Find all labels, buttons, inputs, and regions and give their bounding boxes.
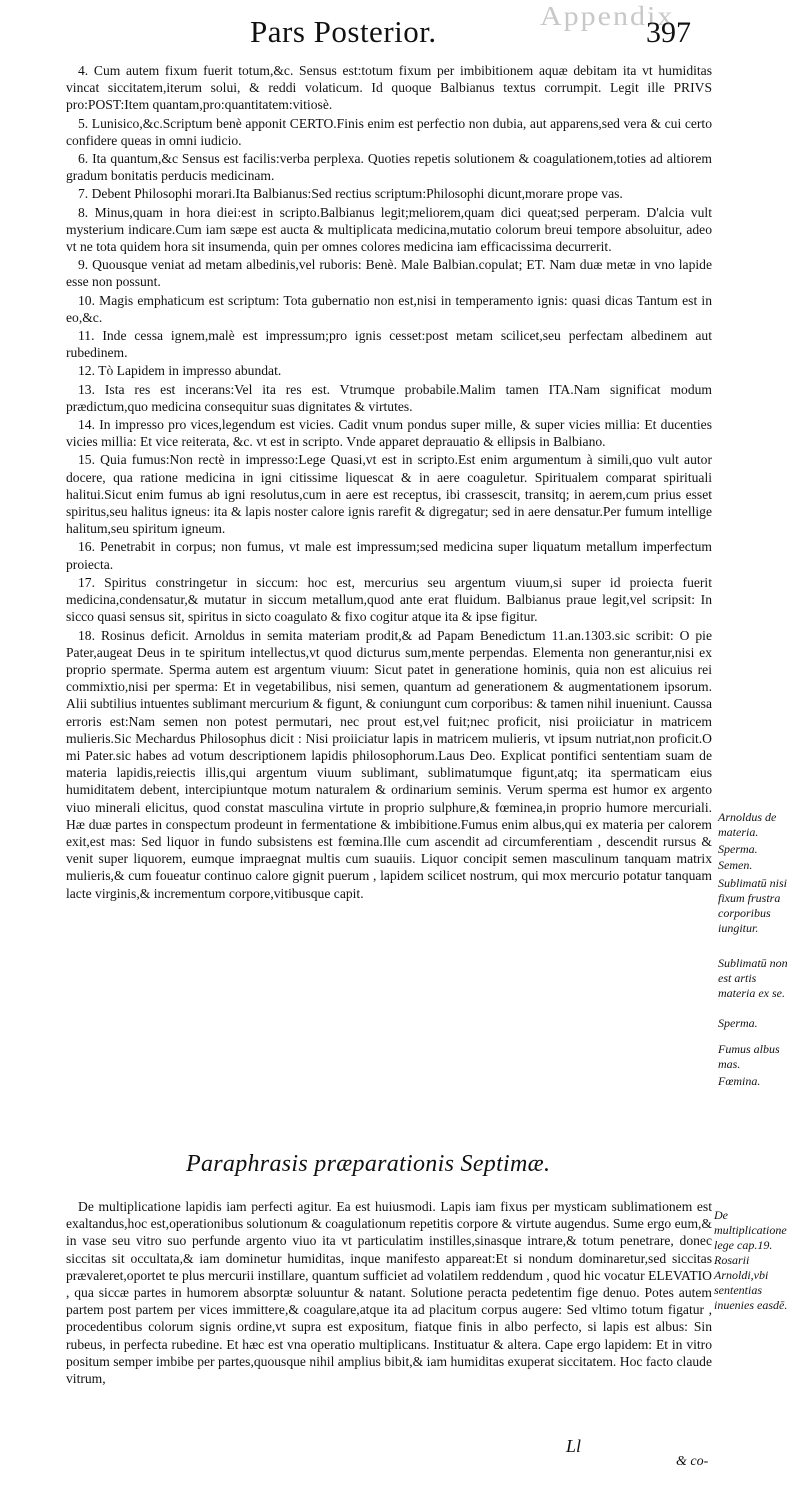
- margin-note: Sublimatū nisi fixum frustra corporibus iungitur.: [718, 876, 788, 935]
- paraphrasis-block: [66, 1198, 712, 1387]
- paragraph-paraphrasis: De multiplicatione lapidis iam perfecti agitur. Ea est huiusmodi. Lapis iam fixus per mysticam sublimationem est exaltandus,hoc est,operationibus solutionum & coagulationum repetitis corpore & virtute augendus. Sume ergo eum,& in vase seu vitro suo perfunde argento viuo ita vt particulatim instilles,sinasque intrare,& totum penetrare, donec siccitas sit occultata,& iam dominetur humiditas, inque manifesto appareat:Et si nondum dominaretur,sed siccitas prævaleret,oportet te plus mercurii instillare, quantum sufficiet ad volatilem reddendum , quod hic vocatur ELEVATIO , qua siccæ partes in humorem absorptæ soluuntur & natant. Solutione peracta pedetentim fige denuo. Potes autem partem post partem per vices immittere,& coagulare,atque ita ad placitum corpus augere: Sed vltimo totum figatur , procedentibus colorum signis ordine,vt supra est expositum, fiatque finis in albo perfecto, si lapis est albus: Sin rubeus, in perfecta rubedine. Et hæc est vna operatio multiplicans. Instituatur & altera. Cape ergo lapidem: Et in vitro positum semper imbibe per partes,quousque nihil amplius bibit,& iam humiditas exuperat siccitatem. Hoc facto claude vitrum,: [66, 1199, 712, 1387]
- margin-note: Semen.: [718, 858, 753, 872]
- paragraph-11: 11. Inde cessa ignem,malè est impressum;pro ignis cesset:post metam scilicet,seu perfectam albedinem aut rubedinem.: [66, 328, 712, 361]
- paragraph-6: 6. Ita quantum,&c Sensus est facilis:verba perplexa. Quoties repetis solutionem & coagulationem,toties ad altiorem gradum bonitatis perducis medicinam.: [66, 151, 712, 184]
- paragraph-5: 5. Lunisico,&c.Scriptum benè apponit CERTO.Finis enim est perfectio non dubia, aut apparens,sed vera & cui certo confidere queas in omni iudicio.: [66, 115, 712, 148]
- paragraph-17: 17. Spiritus constringetur in siccum: hoc est, mercurius seu argentum viuum,si super id proiecta fuerit medicina,condensatur,& mutatur in siccum metallum,quod ante erat fluidum. Balbianus praue legit,vel scripsit: In sicco quasi sensus sit, spiritus in sicto coagulato & fixo cogitur atque ita & ipse figitur.: [66, 574, 712, 625]
- paragraph-13: 13. Ista res est incerans:Vel ita res est. Vtrumque probabile.Malim tamen ITA.Nam significat modum prædictum,quo medicina consequitur suas dignitates & virtutes.: [66, 381, 712, 414]
- paragraph-4: 4. Cum autem fixum fuerit totum,&c. Sensus est:totum fixum per imbibitionem aquæ debitam ita vt humiditas vincat siccitatem,iterum solui, & reddi volaticum. Id quoque Balbianus textus corrumpit. Legit ille PRIVS pro:POST:Item quantam,pro:quantitatem:vitiosè.: [66, 63, 712, 113]
- margin-note: De multiplicatione lege cap.19. Rosarii Arnoldi,vbi sententias inuenies easdē.: [714, 1208, 788, 1312]
- margin-note: Fumus albus mas.: [718, 1042, 780, 1071]
- margin-note: Sperma.: [718, 1016, 758, 1030]
- catchword: & co-: [676, 1454, 709, 1469]
- margin-note: Sperma.: [718, 842, 758, 856]
- paragraph-9: 9. Quousque veniat ad metam albedinis,vel ruboris: Benè. Male Balbian.copulat; ET. Nam duæ metæ in vno lapide esse non possunt.: [66, 257, 712, 290]
- page-header: [0, 14, 800, 54]
- paragraph-14: 14. In impresso pro vices,legendum est vicies. Cadit vnum pondus super mille, & super vicies millia: Et ducenties vicies millia: Et vice reiterata, &c. vt est in scripto. Vnde apparet deprauatio & ellipsis in Balbiano.: [66, 417, 712, 450]
- paragraph-15: 15. Quia fumus:Non rectè in impresso:Lege Quasi,vt est in scripto.Est enim argumentum à simili,quo vult autor docere, qua ratione medicina in igni citissime liquescat & in aere coaguletur. Spiritualem comparat spirituali halitui.Sicut enim fumus ab igni resolutus,cum in aere est receptus, ibi crassescit, transitq; in aerem,cum prius esset spiritus,seu halitus igneus: ita & lapis noster calore ignis rarefit & digregatur; sed in aere densatur.Per fumum intellige halitum,seu spiritum igneum.: [66, 452, 712, 537]
- commentary-block: [66, 62, 712, 902]
- running-title: Pars Posterior.: [250, 14, 437, 49]
- paragraph-10: 10. Magis emphaticum est scriptum: Tota gubernatio non est,nisi in temperamento ignis: quasi dicas Tantum est in eo,&c.: [66, 292, 712, 325]
- bleed-through-text: Appendix: [540, 1, 675, 32]
- page-number: 397: [646, 16, 691, 49]
- paragraph-18: 18. Rosinus deficit. Arnoldus in semita materiam prodit,& ad Papam Benedictum 11.an.1303.sic scribit: O pie Pater,augeat Deus in te spiritum intellectus,vt quod dicturus sum,mente perpendas. Elementa non generantur,nisi ex proprio spermate. Sperma autem est argentum viuum: Sicut patet in generatione hominis, quia non est alicuius rei commixtio,nisi per sperma: Et in vegetabilibus, nisi semen, quantum ad generationem & augmentationem ipsorum. Alii subtilius intuentes sublimant mercurium & figunt, & coniungunt cum corporibus: & tamen nihil inueniunt. Caussa erroris est:Nam semen non potest permutari, nec prout est,vel fuit;nec proficit, nisi proiiciatur in matricem mulieris.Sic Mechardus Philosophus dicit : Nisi proiiciatur lapis in matricem mulieris, vt ipsum nutriat,non proficit.O mi Pater.sic habes ad votum descriptionem lapidis philosophorum.Laus Deo. Explicat pontifici sententiam suam de materia lapidis,reiectis illis,qui argentum viuum sublimant, sublimatumque figunt,atq; ita spermaticam eius humiditatem debent, intercipiuntque motum naturalem & ordinarium seminis. Verum sperma est humor ex argento viuo minerali elicitus, quod constat masculina virtute in proprio sulphure,& fœminea,in proprio humore mercuriali. Hæ duæ partes in conspectum prodeunt in fermentatione & imbibitione.Fumus enim albus,qui ex materia per calorem exit,est mas: Sed liquor in fundo subsistens est fœmina.Ille cum ascendit ad circumferentiam , descendit rursus & venit super liquorem, eumque impraegnat multis cum suauiis. Liquor concipit semen masculinum tanquam matrix mulieris,& cum foueatur continuo calore gignit puerum , lapidem scilicet nostrum, qui mox mercurio potatur tanquam lacte virginis,& incrementum corpore,vitibusque capit.: [66, 627, 713, 901]
- margin-note: Arnoldus de materia.: [718, 810, 777, 839]
- paragraph-16: 16. Penetrabit in corpus; non fumus, vt male est impressum;sed medicina super liquatum metallum imperfectum proiecta.: [66, 539, 712, 572]
- signature-mark: Ll: [566, 1436, 582, 1456]
- margin-note: Sublimatū non est artis materia ex se.: [718, 956, 788, 1000]
- paragraph-7: 7. Debent Philosophi morari.Ita Balbianus:Sed rectius scriptum:Philosophi dicunt,morare prope vas.: [78, 186, 623, 202]
- section-title: Paraphrasis præparationis Septimæ.: [186, 1151, 551, 1177]
- paragraph-12: 12. Tò Lapidem in impresso abundat.: [78, 363, 282, 379]
- paragraph-8: 8. Minus,quam in hora diei:est in scripto.Balbianus legit;meliorem,quam dici queat;sed perperam. D'alcia vult mysterium indicare.Cum iam sæpe est aucta & multiplicata medicina,mutatio colorum breui tempore absoluitur, adeo vt ne tota quidem hora sit insumenda, quin per omnes colores medicina iam efficacissima decurrerit.: [66, 204, 712, 255]
- margin-note: Fœmina.: [718, 1074, 761, 1088]
- page-footer: [0, 1436, 800, 1476]
